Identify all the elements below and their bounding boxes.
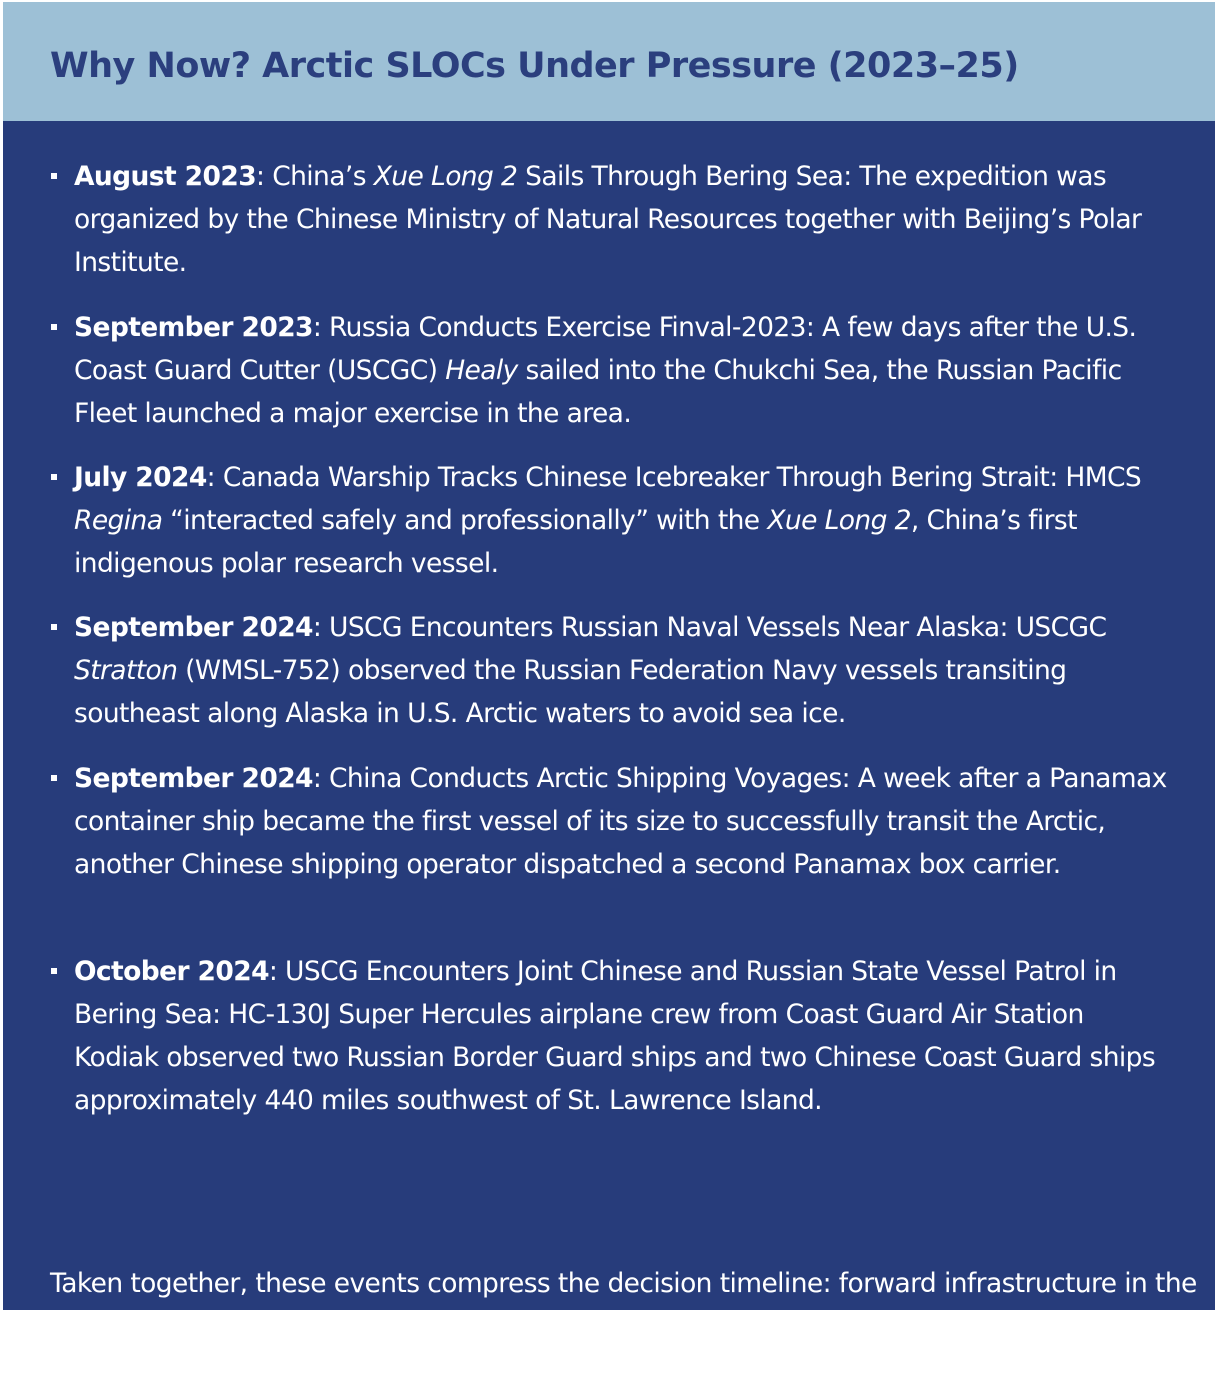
event-text: : China’s	[256, 161, 374, 192]
event-text: : China Conducts Arctic Shipping Voyages: A week after a Panamax container ship became the first vessel of its size to successfully transit the Arctic, another Chinese shipping operator dispatched a second Panamax box carrier.	[74, 763, 1167, 880]
event-text: : Canada Warship Tracks Chinese Icebreaker Through Bering Strait: HMCS	[206, 462, 1142, 493]
timeline-event	[74, 950, 1174, 1122]
vessel-name: Regina	[74, 505, 163, 536]
event-text: Sails Through Bering Sea: The expedition was organized by the Chinese Ministry of Natural Resources together with Beijing’s Polar Institute.	[74, 161, 1142, 278]
timeline-event	[74, 306, 1174, 435]
event-date: July 2024	[74, 462, 207, 493]
timeline-event	[74, 757, 1174, 886]
bullet-icon	[51, 324, 57, 330]
event-date: September 2023	[74, 312, 313, 343]
event-text: , China’s first indigenous polar research vessel.	[74, 505, 1077, 579]
event-text: : USCG Encounters Joint Chinese and Russian State Vessel Patrol in Bering Sea: HC-130J Super Hercules airplane crew from Coast Guard Air Station Kodiak observed two Russian Border Guard ships and two Chinese Coast Guard ships approximately 440 miles southwest of St. Lawrence Island.	[74, 956, 1156, 1116]
bullet-icon	[51, 173, 57, 179]
event-date: August 2023	[74, 161, 257, 192]
vessel-name: Stratton	[74, 655, 178, 686]
event-date: September 2024	[74, 763, 313, 794]
event-text: (WMSL-752) observed the Russian Federation Navy vessels transiting southeast along Alaska in U.S. Arctic waters to avoid sea ice.	[74, 655, 1067, 729]
info-box	[3, 2, 1215, 1385]
bullet-icon	[51, 474, 57, 480]
box-title: Why Now? Arctic SLOCs Under Pressure (2023–25)	[50, 46, 1019, 86]
event-text: “interacted safely and professionally” with the	[162, 505, 768, 536]
timeline-event	[74, 606, 1174, 735]
event-text: : USCG Encounters Russian Naval Vessels Near Alaska: USCGC	[312, 612, 1107, 643]
bullet-icon	[51, 968, 57, 974]
summary-paragraph: Taken together, these events compress the decision timeline: forward infrastructure in the Bering Region is no longer optional; it is now the pacing requirement for U.S. Arctic presence.	[50, 1268, 1197, 1385]
timeline-event	[74, 155, 1174, 284]
bullet-icon	[51, 624, 57, 630]
event-text: sailed into the Chukchi Sea, the Russian Pacific Fleet launched a major exercise in the area.	[74, 355, 1122, 429]
bullet-icon	[51, 775, 57, 781]
event-date: September 2024	[74, 612, 313, 643]
info-box-header	[3, 2, 1215, 121]
timeline-event	[74, 456, 1174, 585]
vessel-name: Healy	[445, 355, 518, 386]
vessel-name: Xue Long 2	[767, 505, 911, 536]
event-date: October 2024	[74, 956, 269, 987]
vessel-name: Xue Long 2	[373, 161, 518, 192]
event-text: : Russia Conducts Exercise Finval-2023: A few days after the U.S. Coast Guard Cutter (USCGC)	[74, 312, 1137, 386]
